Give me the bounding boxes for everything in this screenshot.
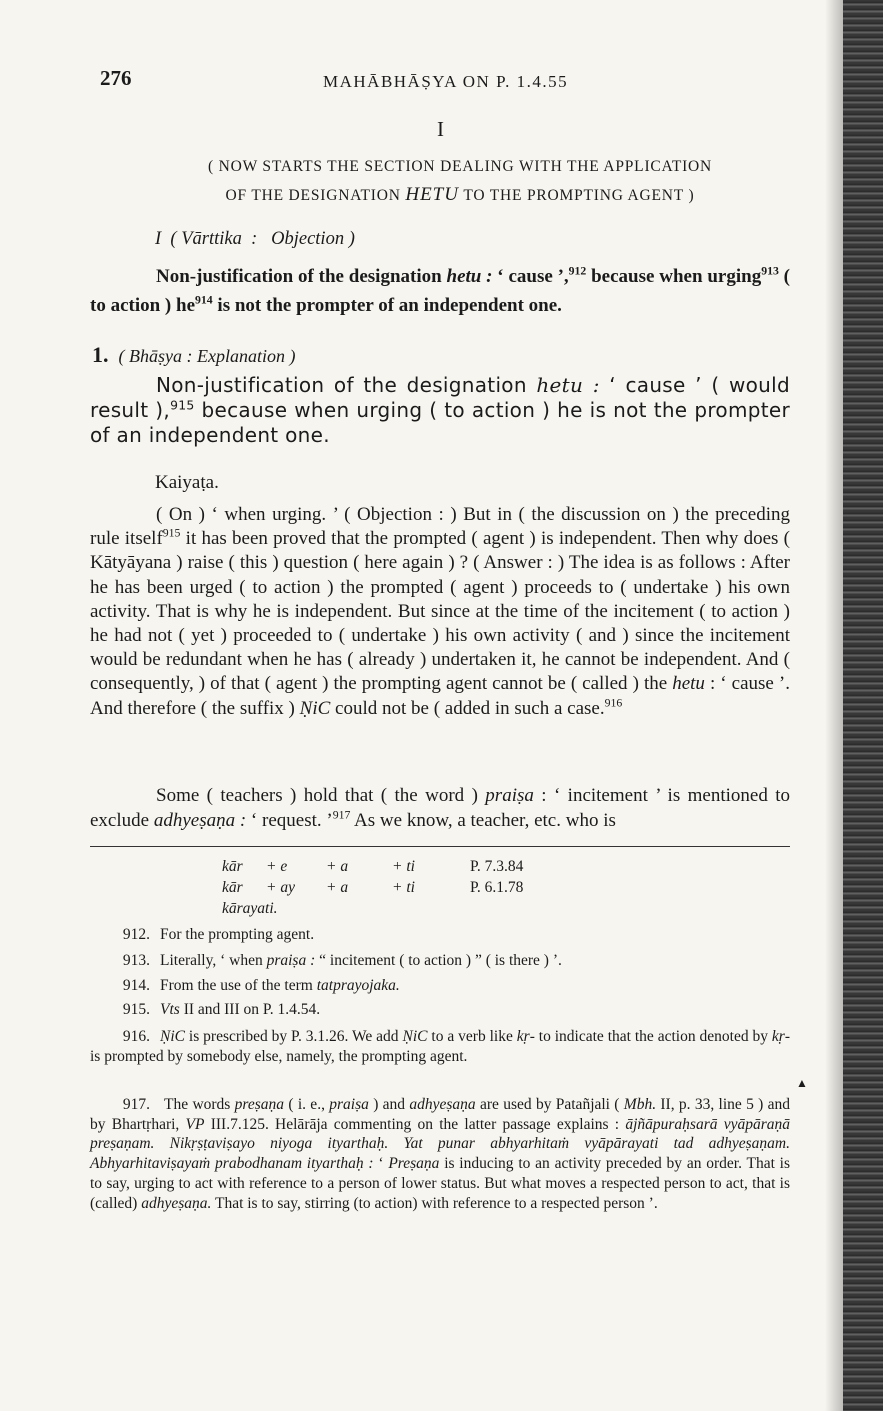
kaiyata-p1-b: it has been proved that the prompted ( agent ) is independent. Then why does ( Kātyāyana ) raise ( this ) question ( here again ) ? ( Answer : ) The idea is as follows : After he has been urged ( to action ) the prompted ( agent ) proceeds to ( undertake ) his own activity. That is why he is independent. But since at the time of the incitement ( to action ) he had not ( yet ) proceeded to ( undertake ) his own activity ( and ) since the incitement would be redundant when he has ( already ) undertaken it, he cannot be independent. And ( consequently, ) of that ( agent ) the prompting agent cannot be ( called ) the [90,528,791,695]
running-title: MAHĀBHĀṢYA ON P. 1.4.55 [323,72,569,91]
footnote-term: ṆiC [402,1028,428,1045]
kaiyata-term-hetu: hetu [672,673,705,695]
bhasya-number: 1. [92,342,109,367]
bhasya-heading-label: ( Bhāṣya : Explanation ) [118,346,296,366]
footnote-916 [90,1027,790,1066]
footnote-term: ṆiC [160,1028,185,1045]
footnote-number: 917. [122,1096,150,1113]
footnote-term: VP [185,1115,205,1133]
footnote-text: Literally, ‘ when [160,952,267,969]
footnote-text: to indicate that the action denoted by [534,1028,772,1045]
footnote-text: are used by Patañjali ( [475,1096,624,1113]
footnote-text: “ incitement ( to action ) ” ( is there ) ’. [315,952,562,969]
footnote-number: 913. [122,952,150,969]
footnote-number: 916. [122,1028,150,1045]
section-numeral: I [437,117,444,141]
footnote-term: adhyeṣaṇa. [141,1194,212,1212]
derivation-affix: + ti [392,858,415,875]
footnote-text: to a verb like [427,1028,517,1045]
derivation-affix: + e [266,858,288,875]
footnote-ref-916: 916 [604,696,623,710]
scanned-page-edge [843,0,883,1411]
page-number: 276 [100,66,132,90]
footnote-number: 915. [122,1001,150,1018]
footnote-term: praiṣa [329,1096,369,1113]
footnote-text: III.7.125. Helārāja commenting on the latter passage explains : [204,1115,626,1133]
section-title-hetu: HETU [405,184,459,205]
mouse-cursor-icon: ▲ [796,1076,808,1090]
footnote-text: From the use of the term [160,977,317,994]
footnote-term: ājñāpuraḥsarā vyāpāraṇā preṣaṇam. Nikṛṣṭaviṣayo niyoga ityarthaḥ. Yat punar abhyarhitaṁ vyāpārayati tad adhyeṣaṇam. Abhyarhitaviṣayaṁ prabodhanam ityarthaḥ : [90,1115,791,1173]
section-title-post: TO THE PROMPTING AGENT ) [458,187,695,204]
footnote-text: II, p. 33, line 5 ) and by Bhartṛhari, [90,1096,790,1133]
varttika-text-a: Non-justification of the designation [156,266,447,287]
varttika-term-hetu: hetu : [446,266,493,287]
varttika-text [90,262,790,320]
footnote-text: ‘ [373,1155,389,1173]
derivation-row [222,879,622,899]
section-title-line1: ( NOW STARTS THE SECTION DEALING WITH THE APPLICATION [207,158,713,175]
section-title-line2 [160,184,760,206]
footnote-text: II and III on P. 1.4.54. [179,1001,321,1018]
derivation-affix: + a [326,858,349,875]
footnote-text: ( i. e., [284,1096,330,1113]
footnote-912 [90,925,790,945]
footnote-text: ) and [368,1096,410,1113]
footnote-text: is inducing to an activity preceded by an order. That is to say, urging to act with reference to a person of lower status. But what moves a respected person to act, that is (called) [90,1155,790,1212]
bhasya-term-hetu: hetu : [536,373,600,397]
varttika-heading: I ( Vārttika : Objection ) [155,229,355,249]
varttika-text-d: ( to action ) he [90,266,790,316]
derivation-rule-ref: P. 7.3.84 [470,858,524,875]
kaiyata-term-nic: ṆiC [299,697,331,719]
footnote-term: praiṣa : [266,952,316,969]
varttika-text-e: is not the prompter of an independent one. [212,295,562,316]
footnote-term: Preṣaṇa [388,1155,440,1173]
footnote-text: For the prompting agent. [160,926,315,943]
footnote-ref-915: 915 [170,397,195,413]
footnote-ref-915b: 915 [162,526,181,540]
derivation-base: kār [222,858,243,875]
kaiyata-p2-b: : ‘ incitement ’ is mentioned to exclude [90,785,790,831]
kaiyata-term-praisa: praiṣa [485,785,534,806]
kaiyata-p2-a: Some ( teachers ) hold that ( the word ) [156,785,486,806]
footnote-text: The words [160,1096,235,1113]
kaiyata-term-adhyesana: adhyeṣaṇa : [153,809,247,831]
footnote-text: is prompted by somebody else, namely, the prompting agent. [90,1047,468,1065]
footnote-term: kṛ- [771,1028,790,1045]
footnote-ref-914: 914 [195,293,213,307]
derivation-affix: + ti [392,879,415,896]
footnote-ref-913: 913 [761,264,779,278]
derivation-affix: + ay [266,879,295,896]
derivation-row [222,900,622,920]
bhasya-text-b: ‘ cause ’ ( would result ), [90,373,790,422]
varttika-text-c: because when urging [586,266,762,287]
varttika-text-b: ‘ cause ’, [492,266,569,287]
footnote-term: adhyeṣaṇa [409,1096,476,1113]
bhasya-text [90,373,790,448]
footnote-number: 914. [122,977,150,994]
kaiyata-paragraph-2 [90,784,790,833]
bhasya-text-a: Non-justification of the designation [156,373,537,397]
footnote-text: That is to say, stirring (to action) with reference to a respected person ’. [211,1194,658,1212]
bhasya-heading [92,342,295,368]
kaiyata-heading: Kaiyaṭa. [155,472,219,493]
section-title-pre: OF THE DESIGNATION [225,187,406,204]
footnote-term: tatprayojaka. [316,977,400,994]
derivation-rule-ref: P. 6.1.78 [470,879,524,896]
footnote-ref-917: 917 [332,808,351,822]
footnote-term: kṛ- [516,1028,535,1045]
derivation-affix: + a [326,879,349,896]
footnote-text: is prescribed by P. 3.1.26. We add [184,1028,403,1045]
footnote-ref-912: 912 [568,264,587,278]
footnote-separator [90,846,790,847]
footnote-914 [90,976,790,996]
kaiyata-p1-c: : ‘ cause ’. And therefore ( the suffix ) [90,673,790,719]
footnote-917 [90,1095,790,1213]
footnote-number: 912. [122,926,150,943]
derivation-result: kārayati. [222,900,278,917]
kaiyata-p2-d: As we know, a teacher, etc. who is [350,809,616,831]
footnote-term: preṣaṇa [234,1096,285,1113]
kaiyata-p1-a: ( On ) ‘ when urging. ’ ( Objection : ) But in ( the discussion on ) the preceding rule itself [90,504,790,550]
footnote-915 [90,1000,790,1020]
kaiyata-p1-d: could not be ( added in such a case. [330,697,605,719]
bhasya-text-c: because when urging ( to action ) he is not the prompter of an independent one. [90,398,790,447]
footnote-term: Vts [160,1001,180,1018]
footnote-913 [90,951,790,971]
derivation-row [222,858,622,878]
kaiyata-p2-c: ‘ request. ’ [246,809,333,831]
footnote-term: Mbh. [623,1096,657,1113]
kaiyata-paragraph-1 [90,503,790,721]
derivation-base: kār [222,879,243,896]
